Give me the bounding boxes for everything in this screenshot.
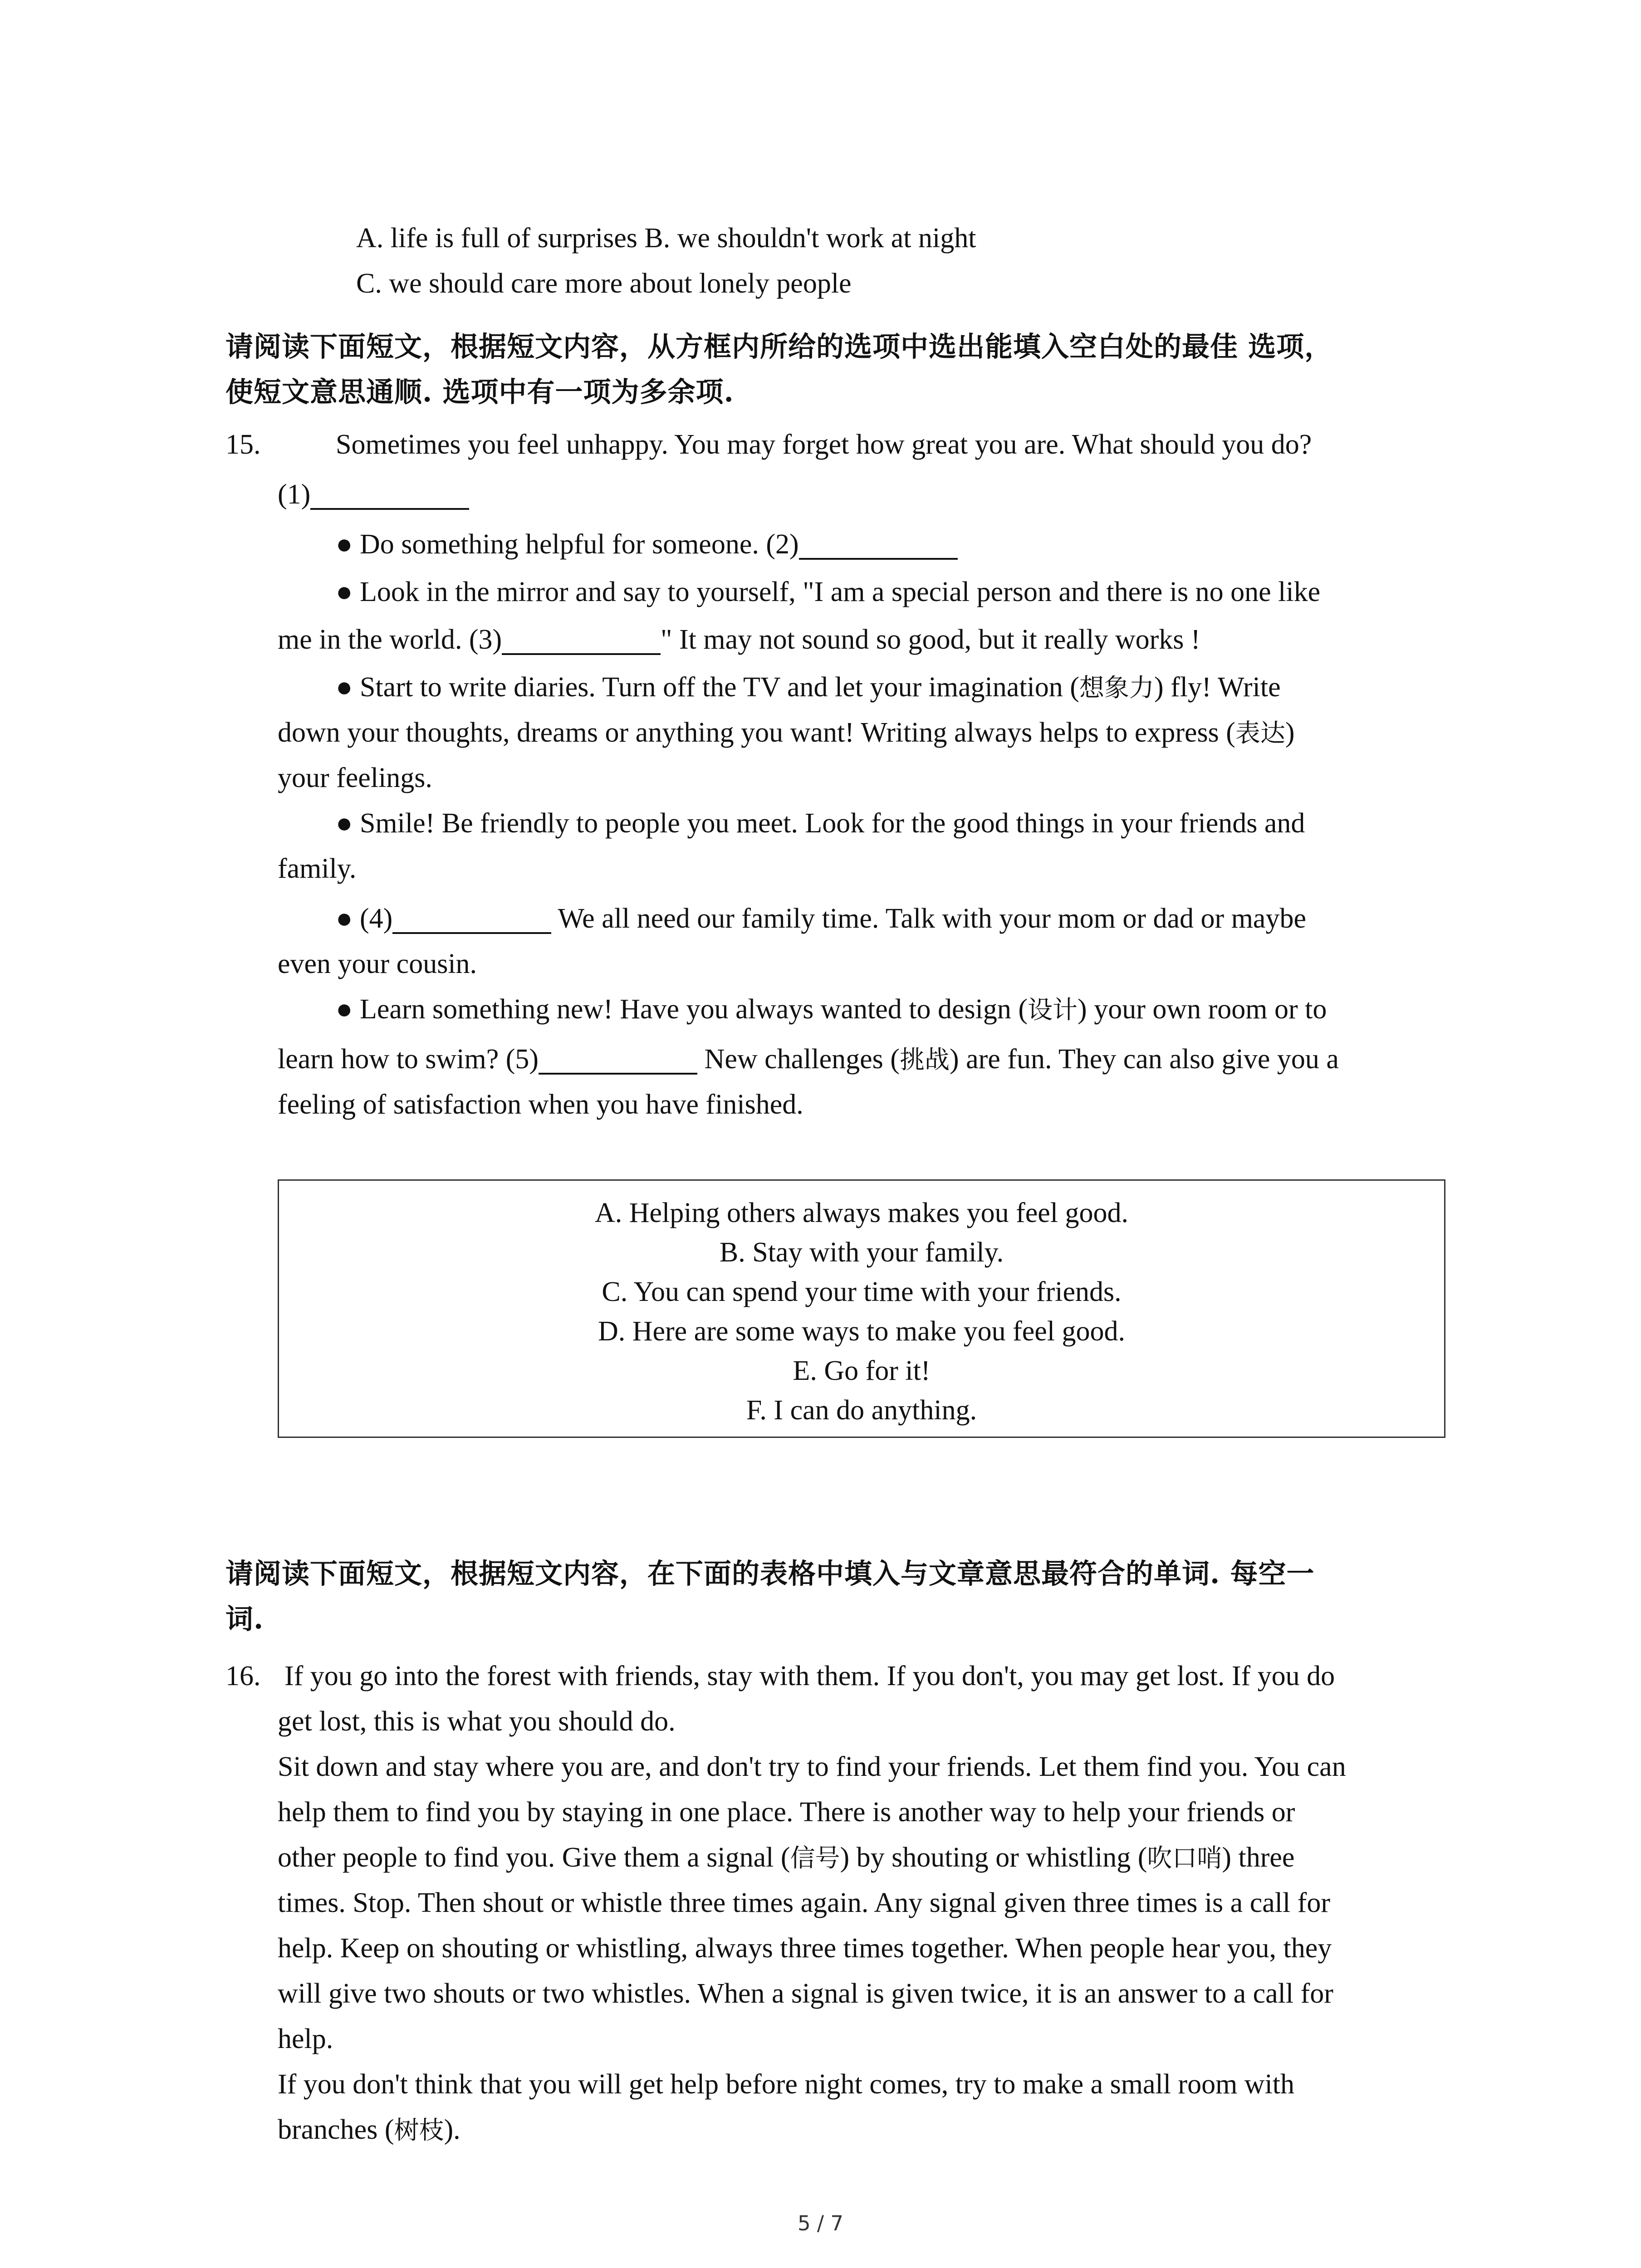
option-d: D. Here are some ways to make you feel good.: [598, 1316, 1126, 1347]
q16-line-9: help.: [278, 2024, 333, 2054]
q15-line-14: feeling of satisfaction when you have finished.: [278, 1089, 803, 1120]
q15-blank-4[interactable]: [392, 906, 551, 934]
section2-instructions-line2: 词.: [225, 1603, 264, 1635]
q15-line-4-pre: me in the world. (3): [278, 624, 502, 655]
q15-number: 15.: [225, 429, 261, 460]
q15-line-6-zh: 表达: [1235, 719, 1285, 748]
q15-blank-1-line: [278, 476, 469, 513]
q15-line-10: [336, 900, 1306, 937]
q16-line-11-pre: branches (: [278, 2114, 394, 2145]
q15-blank-3[interactable]: [502, 627, 661, 655]
option-f: F. I can do anything.: [746, 1395, 977, 1426]
option-e: E. Go for it!: [793, 1355, 931, 1386]
options-list: [279, 1181, 1444, 1430]
option-a: A. Helping others always makes you feel good.: [594, 1198, 1128, 1228]
q15-line-9: family.: [278, 853, 357, 884]
q15-line-7: your feelings.: [278, 763, 432, 793]
q15-line-6-pre: down your thoughts, dreams or anything you want! Writing always helps to express (: [278, 717, 1235, 748]
q16-line-5-mid: ) by shouting or whistling (: [840, 1842, 1147, 1873]
q16-line-10: If you don't think that you will get help before night comes, try to make a small room with: [278, 2069, 1295, 2100]
option-c: C. You can spend your time with your friends.: [602, 1276, 1122, 1307]
q15-line-13-mid: New challenges (: [697, 1044, 900, 1075]
section1-instructions-line2: 使短文意思通顺. 选项中有一项为多余项.: [225, 376, 734, 408]
prev-option-c: C. we should care more about lonely people: [356, 268, 852, 299]
q15-line-3: ● Look in the mirror and say to yourself, "I am a special person and there is no one like: [336, 577, 1321, 607]
q16-line-5-zh1: 信号: [790, 1843, 840, 1872]
section2-instructions-line1: 请阅读下面短文，根据短文内容，在下面的表格中填入与文章意思最符合的单词. 每空一: [225, 1558, 1315, 1590]
option-b: B. Stay with your family.: [719, 1237, 1004, 1268]
q15-line-12-post: ) your own room or to: [1078, 994, 1327, 1025]
q15-line-13-post: ) are fun. They can also give you a: [949, 1044, 1339, 1075]
prev-options-ab: A. life is full of surprises B. we shouldn't work at night: [356, 223, 976, 254]
q15-line-6: [278, 714, 1295, 751]
q16-line-11-post: ).: [444, 2114, 460, 2145]
q16-line-2: get lost, this is what you should do.: [278, 1706, 676, 1737]
q16-line-3: Sit down and stay where you are, and don't try to find your friends. Let them find you. You can: [278, 1751, 1346, 1782]
q15-line-13-zh: 挑战: [899, 1045, 950, 1074]
q15-line-12-pre: ● Learn something new! Have you always wanted to design (: [336, 994, 1028, 1025]
q16-line-5-pre: other people to find you. Give them a signal (: [278, 1842, 790, 1873]
q15-line-13: [278, 1041, 1339, 1078]
q16-line-7: help. Keep on shouting or whistling, always three times together. When people hear you, they: [278, 1933, 1332, 1964]
q15-line-5-pre: ● Start to write diaries. Turn off the TV and let your imagination (: [336, 672, 1079, 703]
q15-line-2: [336, 526, 958, 562]
q16-number: 16.: [225, 1661, 261, 1691]
q16-line-5-zh2: 吹口哨: [1147, 1843, 1222, 1872]
q15-blank-1-label: (1): [278, 479, 311, 510]
q15-intro: Sometimes you feel unhappy. You may forget how great you are. What should you do?: [336, 429, 1312, 460]
q15-blank-2[interactable]: [799, 532, 958, 560]
q16-line-5: [278, 1839, 1294, 1876]
q16-line-1: If you go into the forest with friends, stay with them. If you don't, you may get lost. If you do: [284, 1661, 1335, 1691]
q15-line-12-zh: 设计: [1028, 995, 1078, 1024]
q15-line-6-post: ): [1285, 717, 1295, 748]
q15-blank-1[interactable]: [310, 482, 469, 510]
q15-line-4: [278, 621, 1200, 658]
q16-line-11-zh: 树枝: [394, 2116, 444, 2145]
section1-instructions-line1: 请阅读下面短文，根据短文内容，从方框内所给的选项中选出能填入空白处的最佳 选项，: [225, 331, 1333, 363]
q15-blank-5[interactable]: [539, 1046, 697, 1075]
q16-line-4: help them to find you by staying in one place. There is another way to help your friends or: [278, 1797, 1295, 1828]
q15-line-5-zh: 想象力: [1079, 673, 1154, 702]
q16-line-5-post: ) three: [1222, 1842, 1295, 1873]
q15-line-5: [336, 669, 1281, 706]
q15-line-8: ● Smile! Be friendly to people you meet. Look for the good things in your friends and: [336, 808, 1305, 839]
q15-line-13-pre: learn how to swim? (5): [278, 1044, 539, 1075]
q15-line-2-text: ● Do something helpful for someone. (2): [336, 529, 799, 560]
q15-line-10-post: We all need our family time. Talk with your mom or dad or maybe: [551, 903, 1306, 934]
q15-line-12: [336, 991, 1327, 1028]
q16-line-11: [278, 2112, 460, 2148]
q15-line-10-pre: ● (4): [336, 903, 393, 934]
options-box: [278, 1179, 1445, 1438]
q16-line-8: will give two shouts or two whistles. When a signal is given twice, it is an answer to a call for: [278, 1978, 1333, 2009]
q15-line-11: even your cousin.: [278, 948, 477, 979]
q15-line-5-post: ) fly! Write: [1154, 672, 1281, 703]
page-number: 5 / 7: [797, 2211, 844, 2235]
q15-line-4-post: " It may not sound so good, but it really works !: [661, 624, 1200, 655]
q16-line-6: times. Stop. Then shout or whistle three times again. Any signal given three times is a call for: [278, 1887, 1330, 1918]
